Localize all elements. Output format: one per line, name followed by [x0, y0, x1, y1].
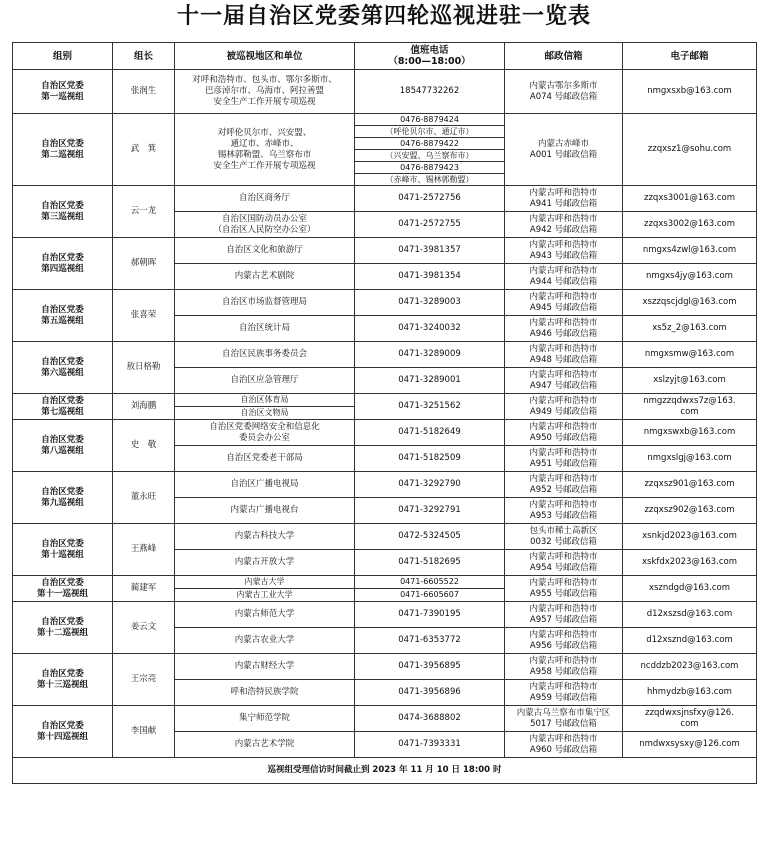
mailbox-line: A955 号邮政信箱	[529, 588, 598, 599]
group-name-line: 自治区党委	[41, 200, 84, 211]
mailbox	[505, 114, 623, 186]
phone-number: 0471-2572756	[355, 186, 505, 212]
header-phone-hours: （8:00—18:00）	[388, 56, 471, 67]
unit-line: 内蒙古开放大学	[234, 557, 295, 567]
unit-name	[175, 680, 355, 706]
unit-line: 内蒙古师范大学	[234, 609, 295, 619]
phone-number: 0476-8879424	[355, 114, 505, 126]
unit-line: 内蒙古农业大学	[234, 635, 295, 645]
phone-number: 0471-7393331	[355, 732, 505, 758]
unit-line: 锡林郭勒盟、乌兰察布市	[217, 149, 312, 160]
mailbox-line: A001 号邮政信箱	[529, 149, 598, 160]
header-row	[13, 43, 757, 70]
group-name-line: 自治区党委	[41, 577, 84, 588]
mailbox-line: 内蒙古呼和浩特市	[529, 499, 598, 510]
phone-number: 0471-3956896	[355, 680, 505, 706]
phone-number: 0476-8879422	[355, 138, 505, 150]
email-address: nmdwxsysxy@126.com	[623, 732, 757, 758]
mailbox-line: A942 号邮政信箱	[529, 224, 598, 235]
mailbox-line: A952 号邮政信箱	[529, 484, 598, 495]
mailbox-line: A951 号邮政信箱	[529, 458, 598, 469]
mailbox	[505, 316, 623, 342]
email-address: d12xsznd@163.com	[623, 628, 757, 654]
mailbox-line: A959 号邮政信箱	[529, 692, 598, 703]
email-line: zzqdwxsjnsfxy@126.	[645, 707, 734, 718]
unit-line: 巴彦淖尔市、乌海市、阿拉善盟	[204, 86, 324, 96]
group-name-line: 自治区党委	[41, 138, 84, 149]
unit-name	[175, 342, 355, 368]
phone-number: 18547732262	[355, 70, 505, 114]
mailbox	[505, 264, 623, 290]
group-name	[13, 394, 113, 420]
phone-number: 0471-2572755	[355, 212, 505, 238]
table-row	[13, 654, 757, 680]
email-address: xslzyjt@163.com	[623, 368, 757, 394]
unit-name	[175, 524, 355, 550]
mailbox-line: 内蒙古呼和浩特市	[529, 317, 598, 328]
mailbox	[505, 186, 623, 212]
unit-name	[175, 628, 355, 654]
mailbox-line: 内蒙古呼和浩特市	[529, 187, 598, 198]
leader-name: 姜云文	[113, 602, 175, 654]
mailbox	[505, 706, 623, 732]
unit-name	[175, 498, 355, 524]
mailbox	[505, 394, 623, 420]
unit-line: 内蒙古艺术剧院	[234, 271, 295, 281]
phone-number: 0471-6605522	[355, 576, 505, 589]
phone-number: 0471-3981357	[355, 238, 505, 264]
inspection-table	[12, 42, 757, 784]
footer-row	[13, 758, 757, 784]
unit-name	[175, 706, 355, 732]
group-name-line: 自治区党委	[41, 304, 84, 315]
mailbox-line: 内蒙古呼和浩特市	[529, 291, 598, 302]
mailbox-line: 内蒙古呼和浩特市	[529, 733, 598, 744]
unit-name	[175, 238, 355, 264]
email-line: com	[680, 718, 699, 729]
unit-line: 自治区应急管理厅	[230, 375, 299, 385]
group-name-line: 第八巡视组	[41, 445, 84, 456]
mailbox-line: 内蒙古呼和浩特市	[529, 447, 598, 458]
header-leader: 组长	[113, 43, 175, 70]
table-row	[13, 602, 757, 628]
email-address: nmgxsxb@163.com	[623, 70, 757, 114]
unit-line: 自治区民族事务委员会	[221, 349, 307, 359]
email-address: zzqxsz1@sohu.com	[623, 114, 757, 186]
mailbox-line: A941 号邮政信箱	[529, 198, 598, 209]
group-name-line: 第十一巡视组	[36, 588, 88, 599]
unit-line: 集宁师范学院	[238, 713, 290, 723]
unit-line: 通辽市、赤峰市、	[230, 138, 299, 149]
table-row	[13, 290, 757, 316]
group-name-line: 第二巡视组	[41, 149, 84, 160]
unit-name	[175, 316, 355, 342]
phone-note: （呼伦贝尔市、通辽市）	[355, 126, 505, 138]
group-name	[13, 576, 113, 602]
leader-name: 张喜荣	[113, 290, 175, 342]
unit-line: （自治区人民防空办公室）	[213, 224, 316, 235]
mailbox-line: 内蒙古呼和浩特市	[529, 577, 598, 588]
email-line: nmgzzqdwxs7z@163.	[643, 395, 736, 406]
email-address: nmgxslgj@163.com	[623, 446, 757, 472]
unit-name	[175, 472, 355, 498]
table-row	[13, 524, 757, 550]
group-name	[13, 342, 113, 394]
phone-number: 0471-3289003	[355, 290, 505, 316]
email-address: nmgxswxb@163.com	[623, 420, 757, 446]
leader-name: 刘海鹏	[113, 394, 175, 420]
mailbox-line: 内蒙古呼和浩特市	[529, 369, 598, 380]
group-name	[13, 654, 113, 706]
group-name-line: 第十四巡视组	[36, 731, 88, 742]
mailbox-line: 包头市稀土高新区	[529, 525, 598, 536]
table-row	[13, 576, 757, 589]
leader-name: 张润生	[113, 70, 175, 114]
unit-line: 对呼伦贝尔市、兴安盟、	[217, 127, 312, 138]
mailbox	[505, 368, 623, 394]
mailbox-line: 内蒙古呼和浩特市	[529, 213, 598, 224]
header-email: 电子邮箱	[623, 43, 757, 70]
leader-name: 王宗亮	[113, 654, 175, 706]
mailbox-line: 内蒙古呼和浩特市	[529, 239, 598, 250]
group-name	[13, 114, 113, 186]
unit-line: 内蒙古财经大学	[234, 661, 295, 671]
phone-number: 0471-5182509	[355, 446, 505, 472]
leader-name: 郝朝晖	[113, 238, 175, 290]
phone-number: 0471-3981354	[355, 264, 505, 290]
mailbox-line: 内蒙古赤峰市	[537, 138, 589, 149]
mailbox	[505, 212, 623, 238]
leader-name: 董永旺	[113, 472, 175, 524]
group-name-line: 第七巡视组	[41, 406, 84, 417]
group-name	[13, 602, 113, 654]
table-row	[13, 114, 757, 126]
mailbox	[505, 732, 623, 758]
header-phone-line: 值班电话	[410, 45, 449, 56]
phone-number: 0476-8879423	[355, 162, 505, 174]
unit-line: 自治区国防动员办公室	[221, 213, 307, 224]
mailbox	[505, 550, 623, 576]
mailbox	[505, 420, 623, 446]
phone-number: 0474-3688802	[355, 706, 505, 732]
mailbox-line: 内蒙古呼和浩特市	[529, 421, 598, 432]
unit-name: 自治区体育局	[175, 394, 355, 407]
unit-name	[175, 186, 355, 212]
group-name-line: 第十巡视组	[41, 549, 84, 560]
mailbox	[505, 238, 623, 264]
group-name	[13, 420, 113, 472]
unit-name: 内蒙古工业大学	[175, 589, 355, 602]
mailbox-line: 内蒙古呼和浩特市	[529, 395, 598, 406]
group-name-line: 自治区党委	[41, 356, 84, 367]
email-line: com	[680, 406, 699, 417]
mailbox	[505, 602, 623, 628]
group-name-line: 自治区党委	[41, 616, 84, 627]
email-address: xszzqscjdgl@163.com	[623, 290, 757, 316]
email-address: nmgxs4jy@163.com	[623, 264, 757, 290]
leader-name: 史 敬	[113, 420, 175, 472]
group-name	[13, 524, 113, 576]
group-name-line: 自治区党委	[41, 252, 84, 263]
unit-name	[175, 654, 355, 680]
mailbox-line: A957 号邮政信箱	[529, 614, 598, 625]
email-address	[623, 394, 757, 420]
email-address: nmgxs4zwl@163.com	[623, 238, 757, 264]
mailbox	[505, 290, 623, 316]
table-row	[13, 420, 757, 446]
mailbox	[505, 654, 623, 680]
phone-number: 0471-3292791	[355, 498, 505, 524]
leader-name: 云一龙	[113, 186, 175, 238]
unit-line: 自治区统计局	[238, 323, 290, 333]
header-phone	[355, 43, 505, 70]
group-name-line: 第六巡视组	[41, 367, 84, 378]
mailbox-line: 0032 号邮政信箱	[530, 536, 597, 547]
group-name-line: 自治区党委	[41, 538, 84, 549]
unit-line: 安全生产工作开展专项巡视	[213, 160, 316, 171]
leader-name: 蔺建军	[113, 576, 175, 602]
mailbox	[505, 342, 623, 368]
phone-number: 0471-6605607	[355, 589, 505, 602]
mailbox	[505, 472, 623, 498]
unit-name: 自治区文物局	[175, 407, 355, 420]
mailbox-line: 内蒙古呼和浩特市	[529, 629, 598, 640]
unit-name	[175, 420, 355, 446]
mailbox-line: A958 号邮政信箱	[529, 666, 598, 677]
mailbox-line: 5017 号邮政信箱	[530, 718, 597, 729]
mailbox-line: A948 号邮政信箱	[529, 354, 598, 365]
email-address: ncddzb2023@163.com	[623, 654, 757, 680]
group-name	[13, 290, 113, 342]
phone-number: 0472-5324505	[355, 524, 505, 550]
mailbox-line: A944 号邮政信箱	[529, 276, 598, 287]
mailbox	[505, 628, 623, 654]
group-name	[13, 70, 113, 114]
phone-number: 0471-3289001	[355, 368, 505, 394]
mailbox	[505, 446, 623, 472]
unit-line: 内蒙古广播电视台	[230, 505, 299, 515]
mailbox-line: A946 号邮政信箱	[529, 328, 598, 339]
mailbox-line: 内蒙古鄂尔多斯市	[529, 80, 598, 91]
mailbox-line: 内蒙古呼和浩特市	[529, 551, 598, 562]
unit-line: 对呼和浩特市、包头市、鄂尔多斯市、	[192, 75, 337, 85]
mailbox-line: A949 号邮政信箱	[529, 406, 598, 417]
mailbox-line: A074 号邮政信箱	[529, 91, 598, 102]
table-row	[13, 342, 757, 368]
group-name-line: 第九巡视组	[41, 497, 84, 508]
phone-number: 0471-5182649	[355, 420, 505, 446]
phone-number: 0471-7390195	[355, 602, 505, 628]
group-name-line: 第五巡视组	[41, 315, 84, 326]
footer-note: 巡视组受理信访时间截止到 2023 年 11 月 10 日 18:00 时	[13, 758, 757, 784]
phone-number: 0471-3240032	[355, 316, 505, 342]
phone-number: 0471-3251562	[355, 394, 505, 420]
mailbox	[505, 524, 623, 550]
unit-line: 安全生产工作开展专项巡视	[213, 97, 316, 107]
group-name-line: 第四巡视组	[41, 263, 84, 274]
group-name-line: 自治区党委	[41, 80, 84, 91]
unit-name	[175, 264, 355, 290]
table-row	[13, 70, 757, 114]
phone-note: （兴安盟、乌兰察布市）	[355, 150, 505, 162]
mailbox	[505, 498, 623, 524]
mailbox	[505, 70, 623, 114]
email-address: xszndgd@163.com	[623, 576, 757, 602]
group-name	[13, 706, 113, 758]
unit-name	[175, 368, 355, 394]
mailbox-line: A943 号邮政信箱	[529, 250, 598, 261]
mailbox-line: 内蒙古呼和浩特市	[529, 655, 598, 666]
header-unit: 被巡视地区和单位	[175, 43, 355, 70]
mailbox-line: A945 号邮政信箱	[529, 302, 598, 313]
mailbox-line: 内蒙古呼和浩特市	[529, 265, 598, 276]
email-address: hhmydzb@163.com	[623, 680, 757, 706]
group-name-line: 自治区党委	[41, 720, 84, 731]
email-address: zzqxs3001@163.com	[623, 186, 757, 212]
email-address: xs5z_2@163.com	[623, 316, 757, 342]
mailbox-line: A954 号邮政信箱	[529, 562, 598, 573]
unit-name	[175, 70, 355, 114]
group-name-line: 第一巡视组	[41, 91, 84, 102]
unit-line: 自治区商务厅	[238, 193, 290, 203]
mailbox-line: A953 号邮政信箱	[529, 510, 598, 521]
group-name-line: 第三巡视组	[41, 211, 84, 222]
mailbox-line: A950 号邮政信箱	[529, 432, 598, 443]
group-name	[13, 186, 113, 238]
group-name-line: 自治区党委	[41, 434, 84, 445]
leader-name: 李国献	[113, 706, 175, 758]
table-row	[13, 394, 757, 407]
unit-name	[175, 550, 355, 576]
email-address: zzqxsz902@163.com	[623, 498, 757, 524]
unit-name: 内蒙古大学	[175, 576, 355, 589]
phone-number: 0471-6353772	[355, 628, 505, 654]
unit-name	[175, 446, 355, 472]
unit-line: 内蒙古科技大学	[234, 531, 295, 541]
header-group: 组别	[13, 43, 113, 70]
unit-name	[175, 732, 355, 758]
unit-name	[175, 602, 355, 628]
table-row	[13, 238, 757, 264]
email-address: zzqxsz901@163.com	[623, 472, 757, 498]
unit-line: 委员会办公室	[238, 432, 290, 443]
phone-number: 0471-3289009	[355, 342, 505, 368]
unit-name	[175, 212, 355, 238]
group-name-line: 自治区党委	[41, 486, 84, 497]
group-name-line: 第十二巡视组	[36, 627, 88, 638]
group-name-line: 自治区党委	[41, 395, 84, 406]
group-name	[13, 472, 113, 524]
phone-number: 0471-3292790	[355, 472, 505, 498]
unit-line: 呼和浩特民族学院	[230, 687, 299, 697]
page-title: 十一届自治区党委第四轮巡视进驻一览表	[176, 4, 591, 29]
phone-number: 0471-3956895	[355, 654, 505, 680]
unit-line: 内蒙古艺术学院	[234, 739, 295, 749]
mailbox-line: A947 号邮政信箱	[529, 380, 598, 391]
mailbox	[505, 680, 623, 706]
leader-name: 敖日格勒	[113, 342, 175, 394]
leader-name: 武 箕	[113, 114, 175, 186]
unit-line: 自治区党委网络安全和信息化	[209, 421, 320, 432]
mailbox-line: A960 号邮政信箱	[529, 744, 598, 755]
unit-line: 自治区文化和旅游厅	[226, 245, 303, 255]
unit-name	[175, 114, 355, 186]
group-name-line: 第十三巡视组	[36, 679, 88, 690]
mailbox-line: 内蒙古呼和浩特市	[529, 681, 598, 692]
unit-name	[175, 290, 355, 316]
email-address: xskfdx2023@163.com	[623, 550, 757, 576]
unit-line: 自治区党委老干部局	[226, 453, 303, 463]
table-row	[13, 706, 757, 732]
leader-name: 王燕峰	[113, 524, 175, 576]
email-address: zzqxs3002@163.com	[623, 212, 757, 238]
email-address: nmgxsmw@163.com	[623, 342, 757, 368]
email-address: xsnkjd2023@163.com	[623, 524, 757, 550]
mailbox	[505, 576, 623, 602]
group-name	[13, 238, 113, 290]
header-mailbox: 邮政信箱	[505, 43, 623, 70]
mailbox-line: 内蒙古乌兰察布市集宁区	[516, 707, 611, 718]
mailbox-line: A956 号邮政信箱	[529, 640, 598, 651]
group-name-line: 自治区党委	[41, 668, 84, 679]
mailbox-line: 内蒙古呼和浩特市	[529, 473, 598, 484]
mailbox-line: 内蒙古呼和浩特市	[529, 603, 598, 614]
email-address: d12xszsd@163.com	[623, 602, 757, 628]
table-row	[13, 186, 757, 212]
unit-line: 自治区市场监督管理局	[221, 297, 307, 307]
mailbox-line: 内蒙古呼和浩特市	[529, 343, 598, 354]
phone-note: （赤峰市、锡林郭勒盟）	[355, 174, 505, 186]
table-row	[13, 472, 757, 498]
unit-line: 自治区广播电视局	[230, 479, 299, 489]
phone-number: 0471-5182695	[355, 550, 505, 576]
email-address	[623, 706, 757, 732]
